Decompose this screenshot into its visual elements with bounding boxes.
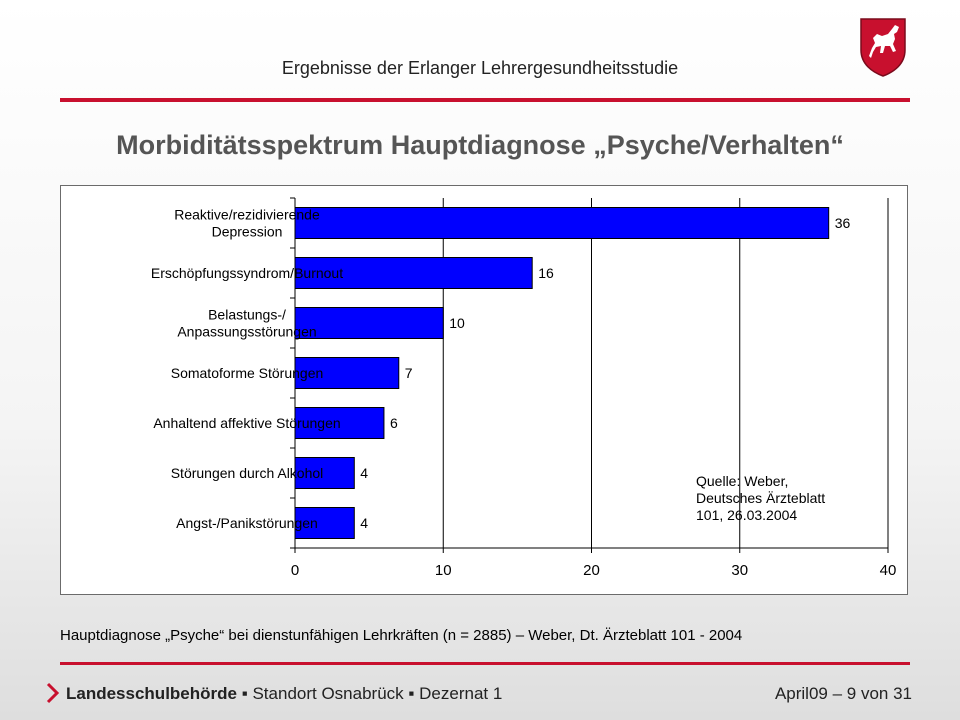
source-line: 101, 26.03.2004 — [696, 507, 798, 523]
category-label: Depression — [211, 223, 283, 240]
lower-saxony-horse-crest-icon — [858, 16, 908, 78]
data-label: 36 — [834, 215, 851, 231]
x-tick-label: 10 — [434, 562, 452, 579]
data-label: 10 — [449, 315, 465, 331]
source-line: Quelle: Weber, — [696, 473, 789, 489]
footer-organization — [66, 684, 502, 704]
source-line: Deutsches Ärzteblatt — [696, 490, 826, 506]
data-label: 4 — [360, 515, 369, 531]
x-tick-label: 40 — [879, 562, 897, 579]
bar — [295, 308, 443, 339]
data-label: 7 — [404, 365, 413, 381]
x-tick-label: 30 — [731, 562, 749, 579]
footer-org-name: Landesschulbehörde — [66, 684, 237, 703]
header-divider — [60, 98, 910, 102]
source-note — [696, 473, 886, 524]
category-label: Anpassungsstörungen — [177, 323, 317, 340]
category-label: Erschöpfungssyndrom/Burnout — [150, 265, 344, 281]
x-tick-label: 0 — [290, 562, 300, 579]
data-label: 6 — [389, 415, 398, 431]
x-tick-label: 20 — [583, 562, 600, 579]
data-label: 4 — [360, 465, 369, 481]
category-label: Belastungs-/ — [208, 306, 286, 323]
footer-location: Standort Osnabrück — [252, 684, 404, 703]
category-label: Reaktive/rezidivierende — [174, 206, 320, 223]
bar — [295, 208, 829, 239]
category-label: Anhaltend affektive Störungen — [153, 415, 341, 431]
footer-divider — [60, 662, 910, 665]
chart-caption: Hauptdiagnose „Psyche“ bei dienstunfähigen Lehrkräften (n = 2885) – Weber, Dt. Ärzteblatt 101 - 2004 — [60, 627, 743, 644]
footer-department: Dezernat 1 — [419, 684, 503, 703]
footer-separator: ▪ — [403, 684, 420, 703]
data-label: 16 — [538, 265, 554, 281]
slide-title: Morbiditätsspektrum Hauptdiagnose „Psyche/Verhalten“ — [116, 130, 844, 160]
category-label: Somatoforme Störungen — [170, 365, 324, 381]
presentation-subtitle: Ergebnisse der Erlanger Lehrergesundheitsstudie — [281, 58, 679, 78]
bar-chart — [61, 186, 907, 594]
chevron-right-icon — [46, 682, 60, 704]
category-label: Störungen durch Alkohol — [170, 465, 324, 481]
footer-separator: ▪ — [236, 684, 253, 703]
footer-page-info: April09 – 9 von 31 — [774, 684, 912, 703]
chart-frame — [60, 185, 908, 595]
category-label: Angst-/Panikstörungen — [176, 515, 318, 531]
